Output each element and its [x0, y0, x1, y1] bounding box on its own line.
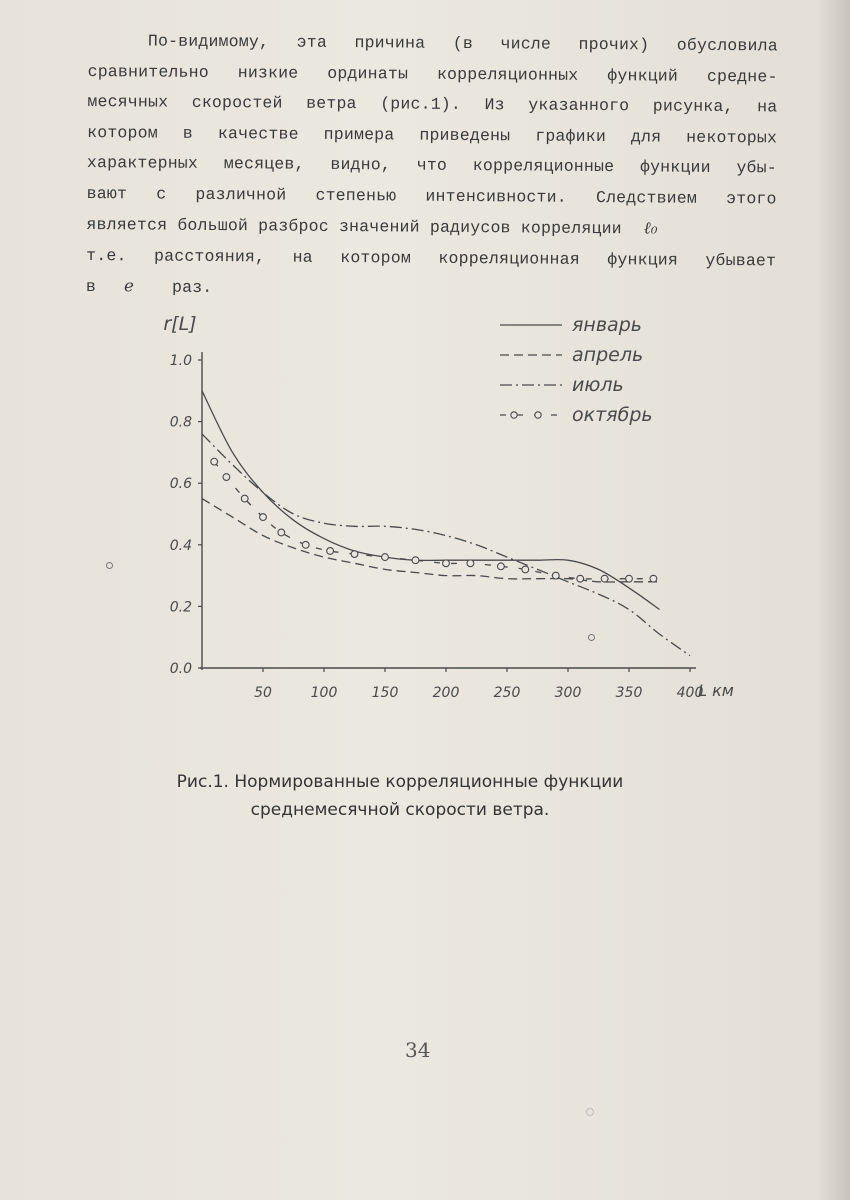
caption-line-1: Рис.1. Нормированные корреляционные функции [176, 772, 624, 792]
figure-caption [130, 768, 670, 824]
scan-speck [106, 562, 113, 569]
x-tick-label: 100 [310, 685, 338, 701]
data-point-marker [260, 514, 267, 521]
data-point-marker [327, 548, 334, 555]
series-line-dash-circle [214, 462, 653, 579]
y-tick-label: 0.4 [169, 537, 192, 554]
text-line: раз. [171, 277, 213, 297]
text-line: котором в качестве примера приведены графики для некоторых [87, 122, 778, 147]
scan-speck [586, 1108, 594, 1116]
data-point-marker [650, 575, 657, 582]
x-tick-label: 250 [493, 685, 521, 701]
text-line: вают с различной степенью интенсивности. Следствием этого [86, 183, 777, 208]
data-point-marker [498, 563, 505, 570]
y-tick-label: 0.2 [169, 599, 192, 616]
data-point-marker [626, 575, 633, 582]
y-tick-label: 1.0 [169, 353, 192, 369]
data-point-marker [467, 560, 474, 567]
symbol-l0: ℓ₀ [643, 218, 658, 238]
data-point-marker [302, 541, 309, 548]
data-point-marker [211, 458, 218, 465]
legend-label: январь [572, 314, 642, 336]
data-point-marker [577, 575, 584, 582]
data-point-marker [412, 557, 419, 564]
page-number: 34 [405, 1038, 431, 1062]
legend-label: июль [572, 374, 624, 396]
data-point-marker [522, 566, 529, 573]
text-line: в [85, 276, 97, 297]
y-tick-label: 0.8 [169, 414, 192, 431]
legend-label: октябрь [572, 404, 653, 426]
data-point-marker [552, 572, 559, 579]
data-point-marker [278, 529, 285, 536]
text-line: По-видимому, эта причина (в числе прочих) обусловила [147, 31, 778, 56]
text-line: характерных месяцев, видно, что корреляционные функции убы- [86, 152, 777, 178]
x-tick-label: 350 [615, 685, 643, 701]
x-tick-label: 150 [371, 685, 399, 701]
text-line: является большой разброс значений радиусов корреляции [86, 214, 622, 239]
series-line-dashdot [202, 434, 690, 656]
symbol-e: e [123, 276, 135, 296]
series-line-dashed [202, 499, 660, 582]
x-tick-label: 400 [676, 685, 704, 701]
text-line: сравнительно низкие ординаты корреляционных функций средне- [87, 61, 778, 86]
x-tick-label: 300 [554, 685, 582, 701]
text-line: т.е. расстояния, на котором корреляционная функция убывает [86, 245, 777, 270]
data-point-marker [241, 495, 248, 502]
y-axis-label: r[L] [163, 313, 197, 335]
data-point-marker [601, 575, 608, 582]
scan-speck [588, 634, 595, 641]
caption-line-2: среднемесячной скорости ветра. [250, 800, 550, 820]
x-axis-label: L км [698, 681, 734, 700]
legend-label: апрель [572, 344, 644, 366]
text-line: месячных скоростей ветра (рис.1). Из указанного рисунка, на [87, 91, 778, 117]
legend-swatch-marker [511, 412, 517, 418]
x-tick-label: 50 [254, 685, 272, 701]
legend-swatch-marker [535, 412, 541, 418]
data-point-marker [382, 554, 389, 561]
data-point-marker [351, 551, 358, 558]
data-point-marker [443, 560, 450, 567]
y-tick-label: 0.0 [169, 661, 192, 677]
data-point-marker [223, 474, 230, 481]
x-tick-label: 200 [432, 685, 460, 701]
y-tick-label: 0.6 [169, 476, 192, 493]
